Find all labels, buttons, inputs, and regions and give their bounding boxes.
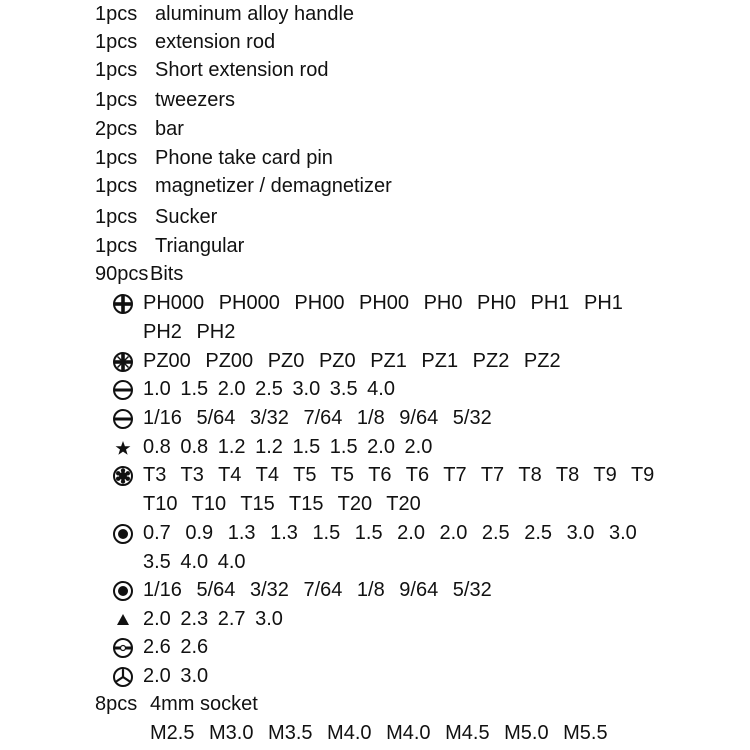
triangle-icon	[112, 609, 134, 631]
item-qty: 1pcs	[95, 3, 138, 25]
item-qty: 1pcs	[95, 59, 138, 81]
hex-icon	[112, 580, 134, 602]
item-name: Short extension rod	[155, 59, 329, 81]
bit-sizes: PH2 PH2	[143, 321, 236, 343]
item-name: Phone take card pin	[155, 147, 333, 169]
item-name: Triangular	[155, 235, 245, 257]
y-type-icon	[112, 637, 134, 659]
star-icon	[112, 437, 134, 459]
hex-icon	[112, 523, 134, 545]
socket-title: 4mm socket	[150, 693, 258, 715]
item-name: magnetizer / demagnetizer	[155, 175, 392, 197]
item-name: extension rod	[155, 31, 276, 53]
item-qty: 1pcs	[95, 31, 138, 53]
socket-qty: 8pcs	[95, 693, 138, 715]
bit-sizes: 2.6 2.6	[143, 636, 209, 658]
phillips-icon	[112, 293, 134, 315]
bit-sizes: PH000 PH000 PH00 PH00 PH0 PH0 PH1 PH1	[143, 292, 623, 314]
item-name: bar	[155, 118, 184, 140]
bit-sizes: 1/16 5/64 3/32 7/64 1/8 9/64 5/32	[143, 579, 492, 601]
item-qty: 1pcs	[95, 89, 138, 111]
bit-sizes: 2.0 3.0	[143, 665, 209, 687]
bits-qty: 90pcs	[95, 263, 149, 285]
item-qty: 1pcs	[95, 206, 138, 228]
bit-sizes: 3.5 4.0 4.0	[143, 551, 246, 573]
item-name: aluminum alloy handle	[155, 3, 355, 25]
bit-sizes: 2.0 2.3 2.7 3.0	[143, 608, 283, 630]
item-name: tweezers	[155, 89, 236, 111]
slotted-icon	[112, 408, 134, 430]
pozidriv-icon	[112, 351, 134, 373]
tri-wing-icon	[112, 666, 134, 688]
bit-sizes: T3 T3 T4 T4 T5 T5 T6 T6 T7 T7 T8 T8 T9 T9	[143, 464, 655, 486]
socket-sizes: M2.5 M3.0 M3.5 M4.0 M4.0 M4.5 M5.0 M5.5	[150, 722, 608, 744]
item-qty: 2pcs	[95, 118, 138, 140]
bits-title: Bits	[150, 263, 184, 285]
bit-sizes: PZ00 PZ00 PZ0 PZ0 PZ1 PZ1 PZ2 PZ2	[143, 350, 561, 372]
bit-sizes: 0.7 0.9 1.3 1.3 1.5 1.5 2.0 2.0 2.5 2.5 3.0 3.0	[143, 522, 637, 544]
bit-sizes: 0.8 0.8 1.2 1.2 1.5 1.5 2.0 2.0	[143, 436, 433, 458]
bit-sizes: T10 T10 T15 T15 T20 T20	[143, 493, 421, 515]
item-qty: 1pcs	[95, 235, 138, 257]
item-qty: 1pcs	[95, 175, 138, 197]
item-name: Sucker	[155, 206, 218, 228]
torx-icon	[112, 465, 134, 487]
bit-sizes: 1.0 1.5 2.0 2.5 3.0 3.5 4.0	[143, 378, 395, 400]
slotted-icon	[112, 379, 134, 401]
item-qty: 1pcs	[95, 147, 138, 169]
bit-sizes: 1/16 5/64 3/32 7/64 1/8 9/64 5/32	[143, 407, 492, 429]
